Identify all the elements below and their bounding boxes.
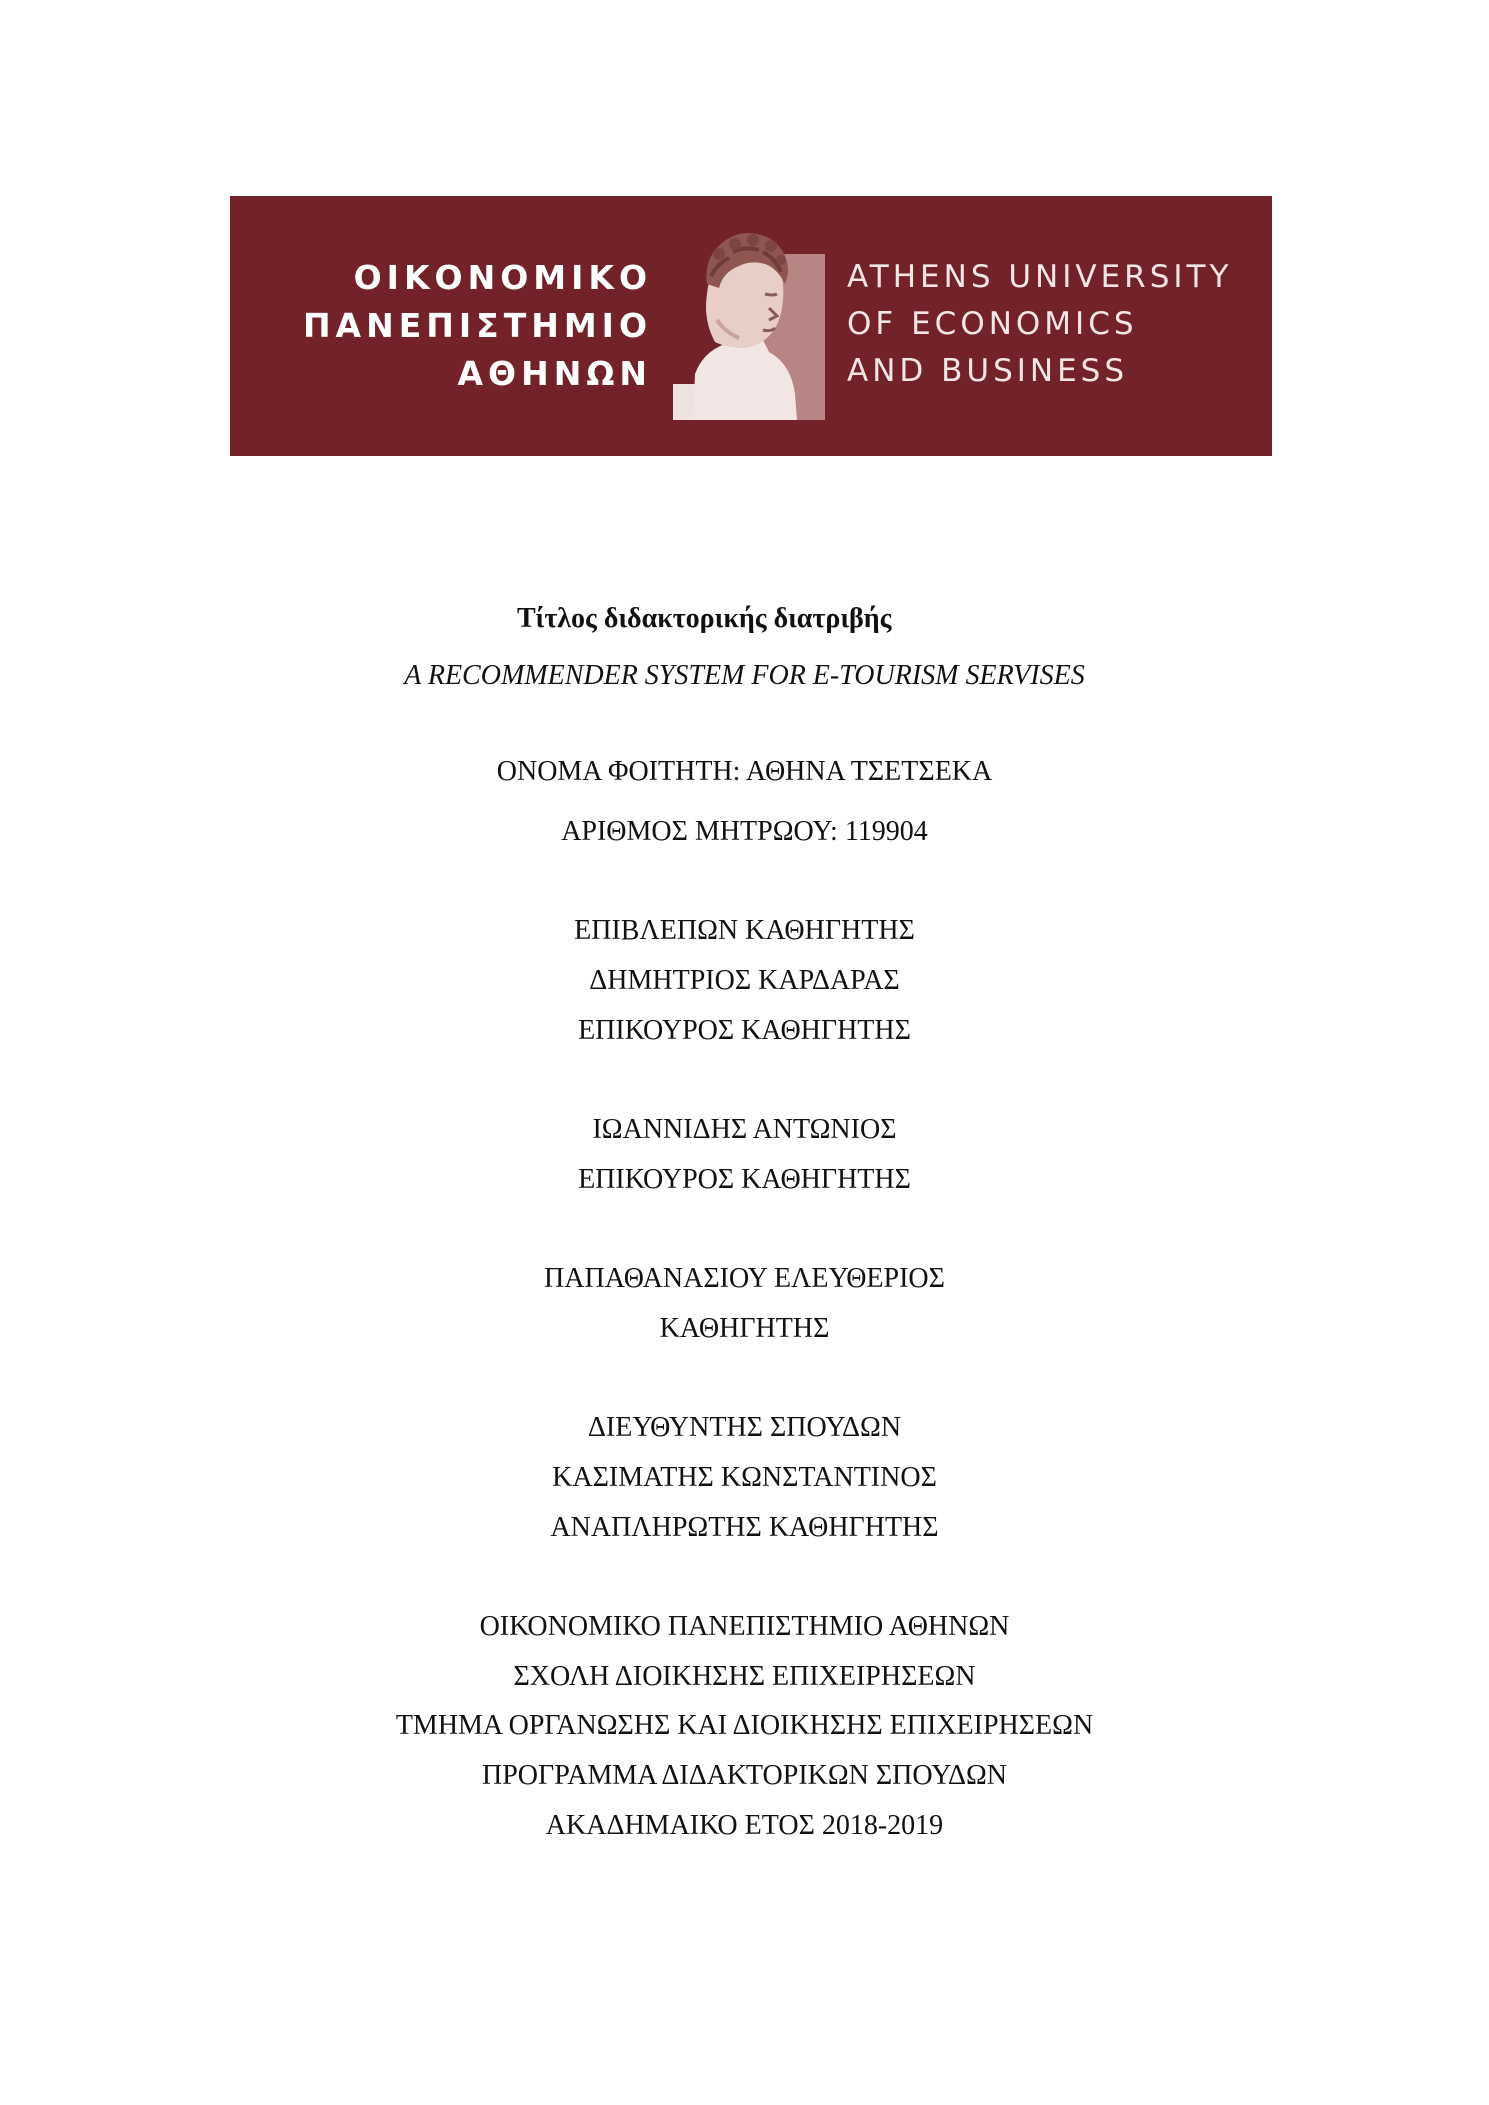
student-name: ΟΝΟΜΑ ΦΟΙΤΗΤΗ: ΑΘΗΝΑ ΤΣΕΤΣΕΚΑ bbox=[496, 756, 993, 787]
committee-line: ΚΑΣΙΜΑΤΗΣ ΚΩΝΣΤΑΝΤΙΝΟΣ bbox=[552, 1462, 937, 1493]
logo-greek-line: ΑΘΗΝΩΝ bbox=[457, 354, 652, 393]
committee-line: ΑΝΑΠΛΗΡΩΤΗΣ ΚΑΘΗΓΗΤΗΣ bbox=[550, 1512, 939, 1543]
student-id: ΑΡΙΘΜΟΣ ΜΗΤΡΩΟΥ: 119904 bbox=[561, 816, 928, 847]
committee-line: ΕΠΙΒΛΕΠΩΝ ΚΑΘΗΓΗΤΗΣ bbox=[574, 915, 915, 946]
logo-english-line: ATHENS UNIVERSITY bbox=[847, 259, 1233, 295]
committee-line: ΔΙΕΥΘΥΝΤΗΣ ΣΠΟΥΔΩΝ bbox=[587, 1412, 902, 1443]
thesis-title: A RECOMMENDER SYSTEM FOR E-TOURISM SERVISES bbox=[404, 660, 1085, 691]
institution-line: ΟΙΚΟΝΟΜΙΚΟ ΠΑΝΕΠΙΣΤΗΜΙΟ ΑΘΗΝΩΝ bbox=[479, 1611, 1010, 1642]
committee-line: ΕΠΙΚΟΥΡΟΣ ΚΑΘΗΓΗΤΗΣ bbox=[578, 1015, 911, 1046]
bust-icon bbox=[673, 224, 825, 420]
university-logo-banner bbox=[230, 196, 1272, 456]
logo-greek-line: ΠΑΝΕΠΙΣΤΗΜΙΟ bbox=[302, 306, 652, 345]
logo-english-line: AND BUSINESS bbox=[847, 353, 1129, 389]
logo-greek-line: ΟΙΚΟΝΟΜΙΚΟ bbox=[353, 258, 652, 297]
committee-line: ΕΠΙΚΟΥΡΟΣ ΚΑΘΗΓΗΤΗΣ bbox=[578, 1164, 911, 1195]
logo-english-name bbox=[847, 254, 1232, 395]
committee-line: ΠΑΠΑΘΑΝΑΣΙΟΥ ΕΛΕΥΘΕΡΙΟΣ bbox=[544, 1263, 945, 1294]
institution-line: ΠΡΟΓΡΑΜΜΑ ΔΙΔΑΚΤΟΡΙΚΩΝ ΣΠΟΥΔΩΝ bbox=[482, 1760, 1007, 1791]
committee-line: ΙΩΑΝΝΙΔΗΣ ΑΝΤΩΝΙΟΣ bbox=[592, 1114, 897, 1145]
logo-english-line: OF ECONOMICS bbox=[847, 306, 1138, 342]
institution-line: ΣΧΟΛΗ ΔΙΟΙΚΗΣΗΣ ΕΠΙΧΕΙΡΗΣΕΩΝ bbox=[513, 1661, 976, 1692]
institution-line: ΑΚΑΔΗΜΑΙΚΟ ΕΤΟΣ 2018-2019 bbox=[545, 1810, 944, 1841]
committee-line: ΔΗΜΗΤΡΙΟΣ ΚΑΡΔΑΡΑΣ bbox=[589, 965, 900, 996]
logo-greek-name bbox=[303, 254, 652, 398]
thesis-title-label: Τίτλος διδακτορικής διατριβής bbox=[517, 603, 892, 634]
institution-line: ΤΜΗΜΑ ΟΡΓΑΝΩΣΗΣ ΚΑΙ ΔΙΟΙΚΗΣΗΣ ΕΠΙΧΕΙΡΗΣΕΩΝ bbox=[395, 1710, 1094, 1741]
committee-line: ΚΑΘΗΓΗΤΗΣ bbox=[659, 1313, 830, 1344]
